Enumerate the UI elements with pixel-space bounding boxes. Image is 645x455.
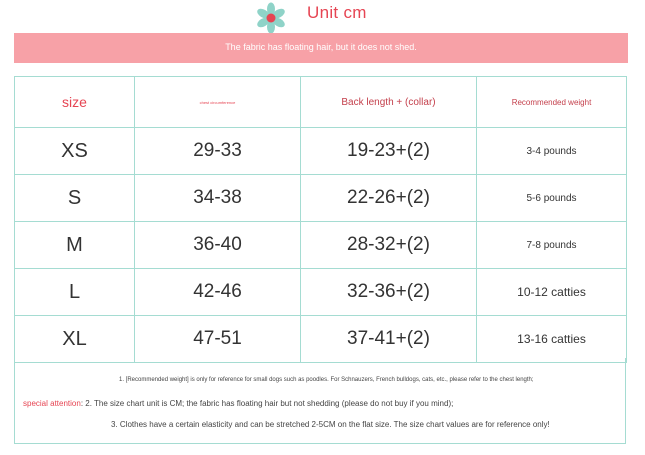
note-1: 1. [Recommended weight] is only for reference for small dogs such as poodles. For Schnauzers, French bulldogs, cats, etc., please refer to the chest length; — [119, 377, 534, 383]
size-cell: L — [15, 269, 135, 316]
size-cell: XS — [15, 128, 135, 175]
table-row — [15, 128, 627, 175]
header-chest: chest circumference — [135, 77, 301, 128]
header-weight: Recommended weight — [477, 77, 627, 128]
header — [0, 0, 645, 32]
note-2-line — [23, 399, 453, 408]
table-row — [15, 269, 627, 316]
chest-cell: 36-40 — [135, 222, 301, 269]
table-row — [15, 175, 627, 222]
notice-banner — [14, 33, 628, 63]
table-header-row — [15, 77, 627, 128]
chest-cell: 29-33 — [135, 128, 301, 175]
weight-cell: 10-12 catties — [477, 269, 627, 316]
notes-box — [14, 358, 626, 444]
banner-text: The fabric has floating hair, but it does not shed. — [225, 42, 417, 52]
flower-icon — [252, 2, 290, 34]
page-title: Unit cm — [307, 3, 367, 22]
header-size: size — [15, 77, 135, 128]
weight-cell: 5-6 pounds — [477, 175, 627, 222]
weight-cell: 7-8 pounds — [477, 222, 627, 269]
weight-cell: 3-4 pounds — [477, 128, 627, 175]
note-2: : 2. The size chart unit is CM; the fabric has floating hair but not shedding (please do not buy if you mind); — [80, 399, 454, 408]
size-chart-table — [14, 76, 627, 363]
table-row — [15, 316, 627, 363]
back-cell: 37-41+(2) — [301, 316, 477, 363]
weight-cell: 13-16 catties — [477, 316, 627, 363]
attention-label: special attention — [23, 399, 81, 408]
chest-cell: 47-51 — [135, 316, 301, 363]
table-row — [15, 222, 627, 269]
note-3: 3. Clothes have a certain elasticity and can be stretched 2-5CM on the flat size. The size chart values are for reference only! — [111, 420, 550, 429]
chest-cell: 34-38 — [135, 175, 301, 222]
back-cell: 32-36+(2) — [301, 269, 477, 316]
back-cell: 19-23+(2) — [301, 128, 477, 175]
back-cell: 22-26+(2) — [301, 175, 477, 222]
chest-cell: 42-46 — [135, 269, 301, 316]
back-cell: 28-32+(2) — [301, 222, 477, 269]
size-cell: M — [15, 222, 135, 269]
size-cell: S — [15, 175, 135, 222]
header-back-length: Back length + (collar) — [301, 77, 477, 128]
size-cell: XL — [15, 316, 135, 363]
